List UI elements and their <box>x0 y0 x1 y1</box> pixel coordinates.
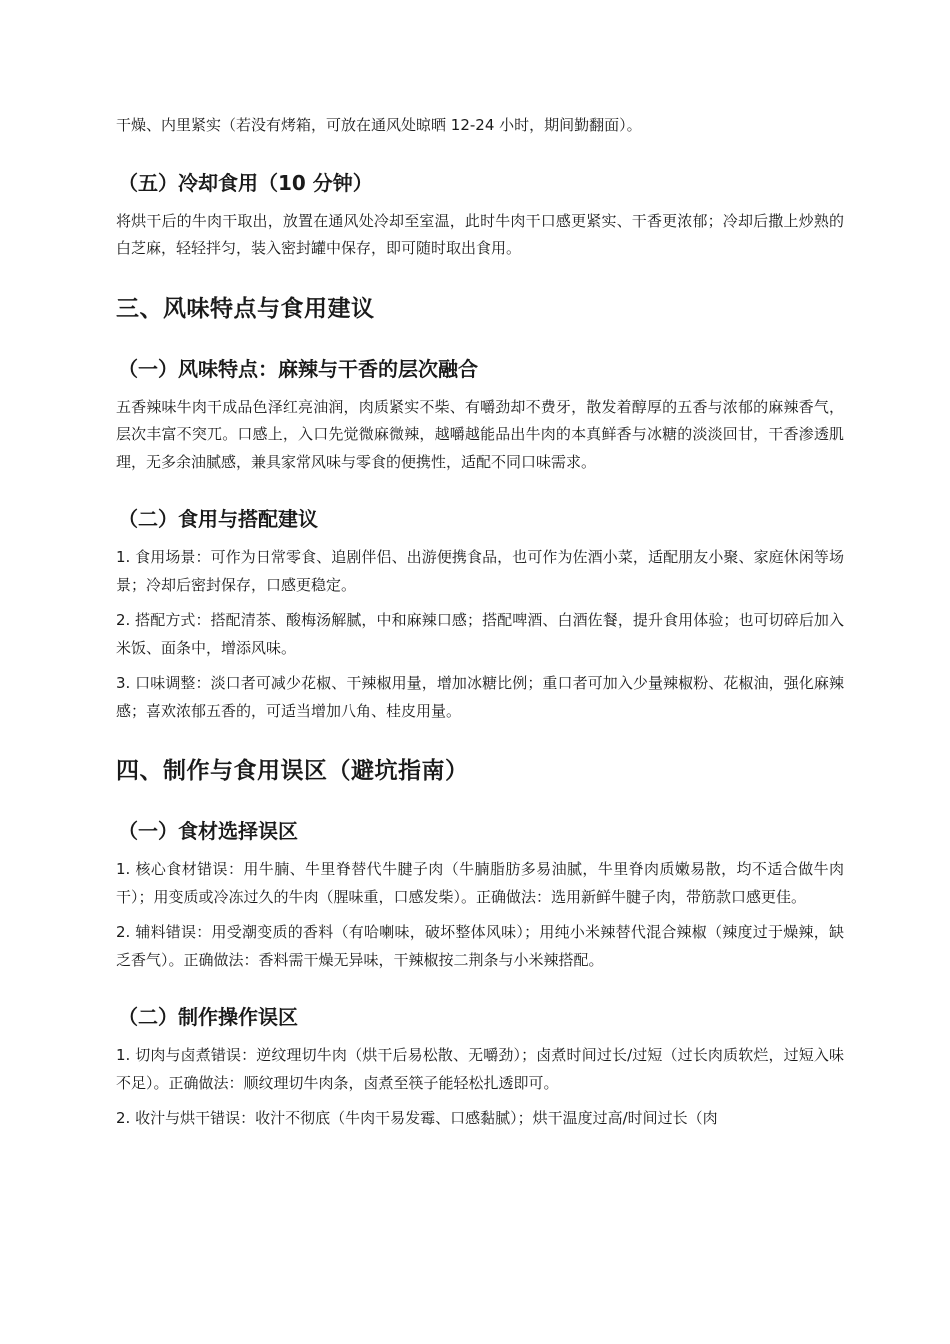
document-page <box>116 112 844 1133</box>
section4-sub1-heading: （一）食材选择误区 <box>118 819 298 843</box>
section3-heading: 三、风味特点与食用建议 <box>116 295 375 322</box>
step5-body: 将烘干后的牛肉干取出，放置在通风处冷却至室温，此时牛肉干口感更紧实、干香更浓郁；冷却后撒上炒熟的白芝麻，轻轻拌匀，装入密封罐中保存，即可随时取出食用。 <box>116 211 844 257</box>
list-item: 1. 切肉与卤煮错误：逆纹理切牛肉（烘干后易松散、无嚼劲）；卤煮时间过长/过短（过长肉质软烂，过短入味不足）。正确做法：顺纹理切牛肉条，卤煮至筷子能轻松扎透即可。 <box>116 1046 844 1092</box>
section3-sub1-heading: （一）风味特点：麻辣与干香的层次融合 <box>118 356 478 381</box>
section4-heading: 四、制作与食用误区（避坑指南） <box>116 758 469 784</box>
section3-sub2-heading: （二）食用与搭配建议 <box>118 507 318 531</box>
step5-heading: （五）冷却食用（10 分钟） <box>118 170 373 195</box>
list-item: 3. 口味调整：淡口者可减少花椒、干辣椒用量，增加冰糖比例；重口者可加入少量辣椒粉、花椒油，强化麻辣感；喜欢浓郁五香的，可适当增加八角、桂皮用量。 <box>116 674 844 720</box>
section3-sub1-body: 五香辣味牛肉干成品色泽红亮油润，肉质紧实不柴、有嚼劲却不费牙，散发着醇厚的五香与浓郁的麻辣香气，层次丰富不突兀。口感上，入口先觉微麻微辣，越嚼越能品出牛肉的本真鲜香与冰糖的淡淡回甘，干香渗透肌理，无多余油腻感，兼具家常风味与零食的便携性，适配不同口味需求。 <box>116 397 844 471</box>
section4-sub2-heading: （二）制作操作误区 <box>118 1005 298 1029</box>
list-item: 2. 搭配方式：搭配清茶、酸梅汤解腻，中和麻辣口感；搭配啤酒、白酒佐餐，提升食用体验；也可切碎后加入米饭、面条中，增添风味。 <box>116 611 844 657</box>
list-item: 2. 辅料错误：用受潮变质的香料（有哈喇味，破坏整体风味）；用纯小米辣替代混合辣椒（辣度过于燥辣，缺乏香气）。正确做法：香料需干燥无异味，干辣椒按二荆条与小米辣搭配。 <box>116 923 844 969</box>
top-paragraph: 干燥、内里紧实（若没有烤箱，可放在通风处晾晒 12-24 小时，期间勤翻面）。 <box>116 116 642 134</box>
list-item: 1. 核心食材错误：用牛腩、牛里脊替代牛腱子肉（牛腩脂肪多易油腻，牛里脊肉质嫩易散，均不适合做牛肉干）；用变质或冷冻过久的牛肉（腥味重，口感发柴）。正确做法：选用新鲜牛腱子肉，带筋款口感更佳。 <box>116 860 844 906</box>
list-item: 1. 食用场景：可作为日常零食、追剧伴侣、出游便携食品，也可作为佐酒小菜，适配朋友小聚、家庭休闲等场景；冷却后密封保存，口感更稳定。 <box>116 548 844 594</box>
list-item: 2. 收汁与烘干错误：收汁不彻底（牛肉干易发霉、口感黏腻）；烘干温度过高/时间过长（肉 <box>116 1109 718 1127</box>
